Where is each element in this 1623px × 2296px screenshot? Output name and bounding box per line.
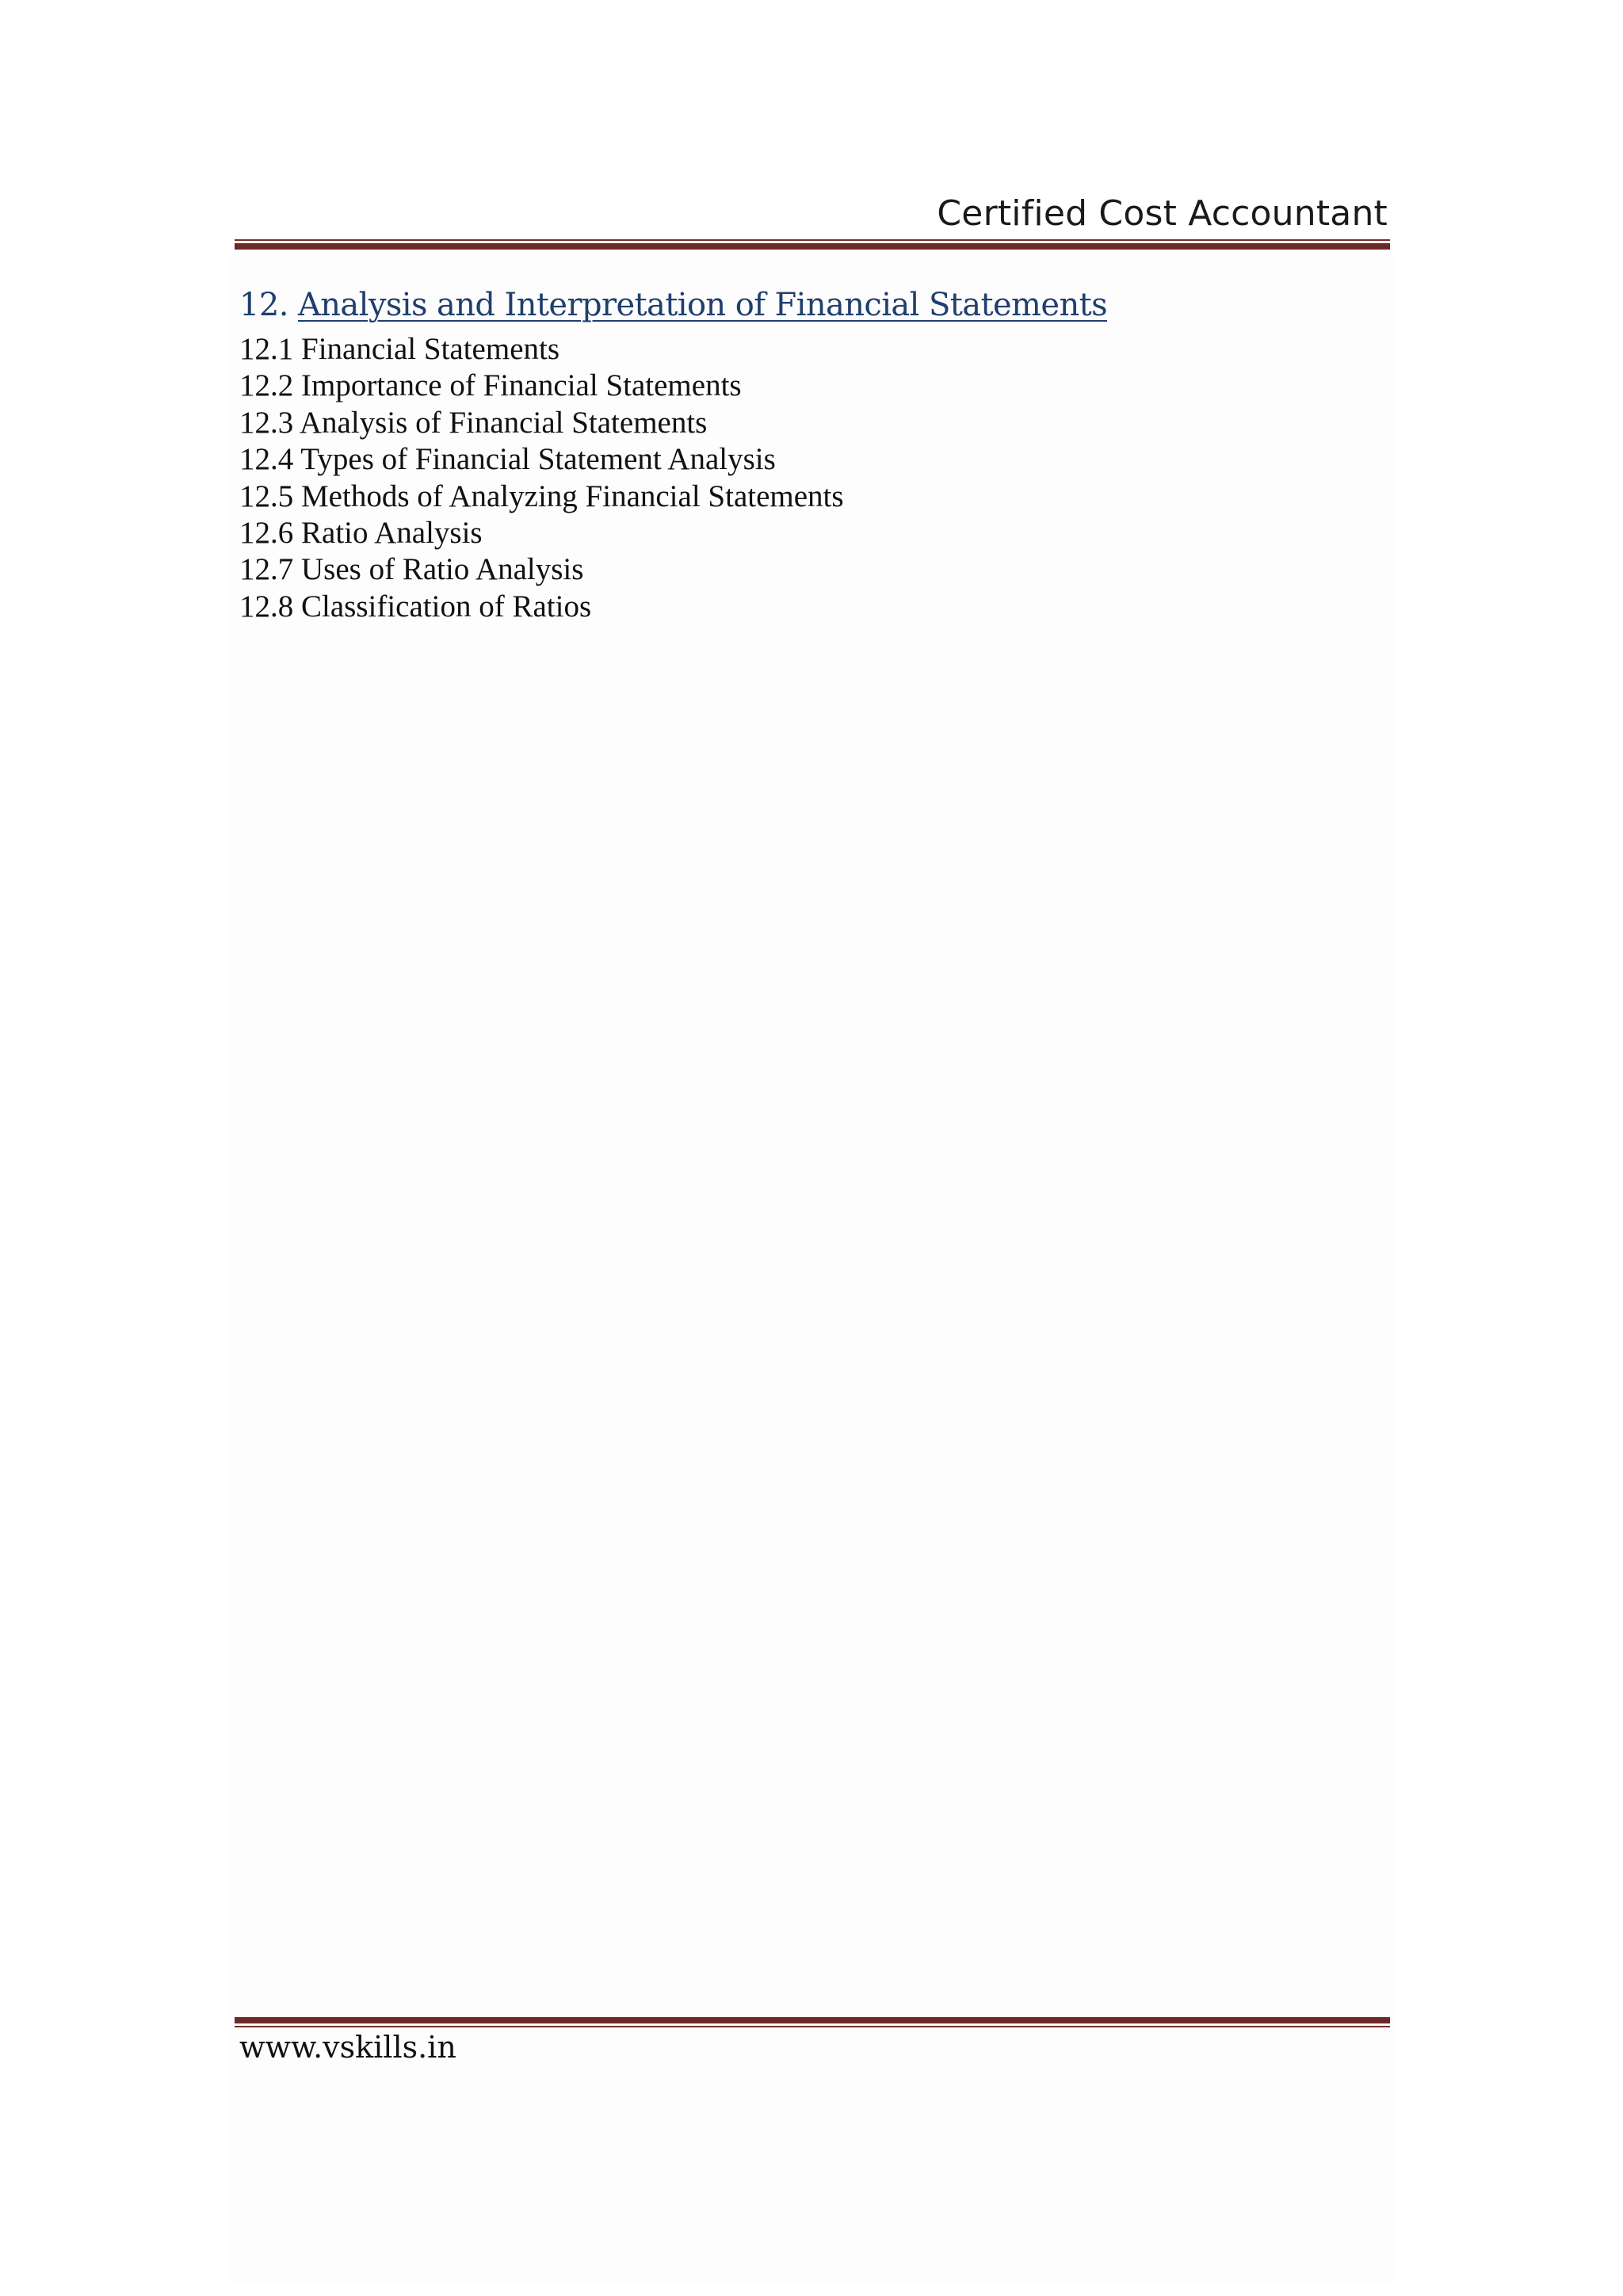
toc-item: 12.5 Methods of Analyzing Financial Statements [239, 479, 844, 513]
footer-rule [235, 2017, 1390, 2027]
toc-item: 12.6 Ratio Analysis [239, 516, 483, 551]
chapter-number: 12. [239, 287, 288, 323]
header-title: Certified Cost Accountant [937, 193, 1388, 234]
toc-item: 12.7 Uses of Ratio Analysis [239, 552, 584, 587]
toc-item: 12.4 Types of Financial Statement Analysis [239, 442, 776, 477]
chapter-title: Analysis and Interpretation of Financial Statements [297, 287, 1108, 323]
toc-item: 12.2 Importance of Financial Statements [239, 368, 742, 403]
toc-item: 12.8 Classification of Ratios [239, 589, 592, 624]
toc-item: 12.3 Analysis of Financial Statements [239, 405, 708, 440]
table-of-contents [239, 331, 844, 625]
chapter-heading [239, 287, 1107, 323]
toc-item: 12.1 Financial Statements [239, 332, 560, 366]
header-rule [235, 239, 1390, 250]
footer-url: www.vskills.in [239, 2030, 456, 2065]
